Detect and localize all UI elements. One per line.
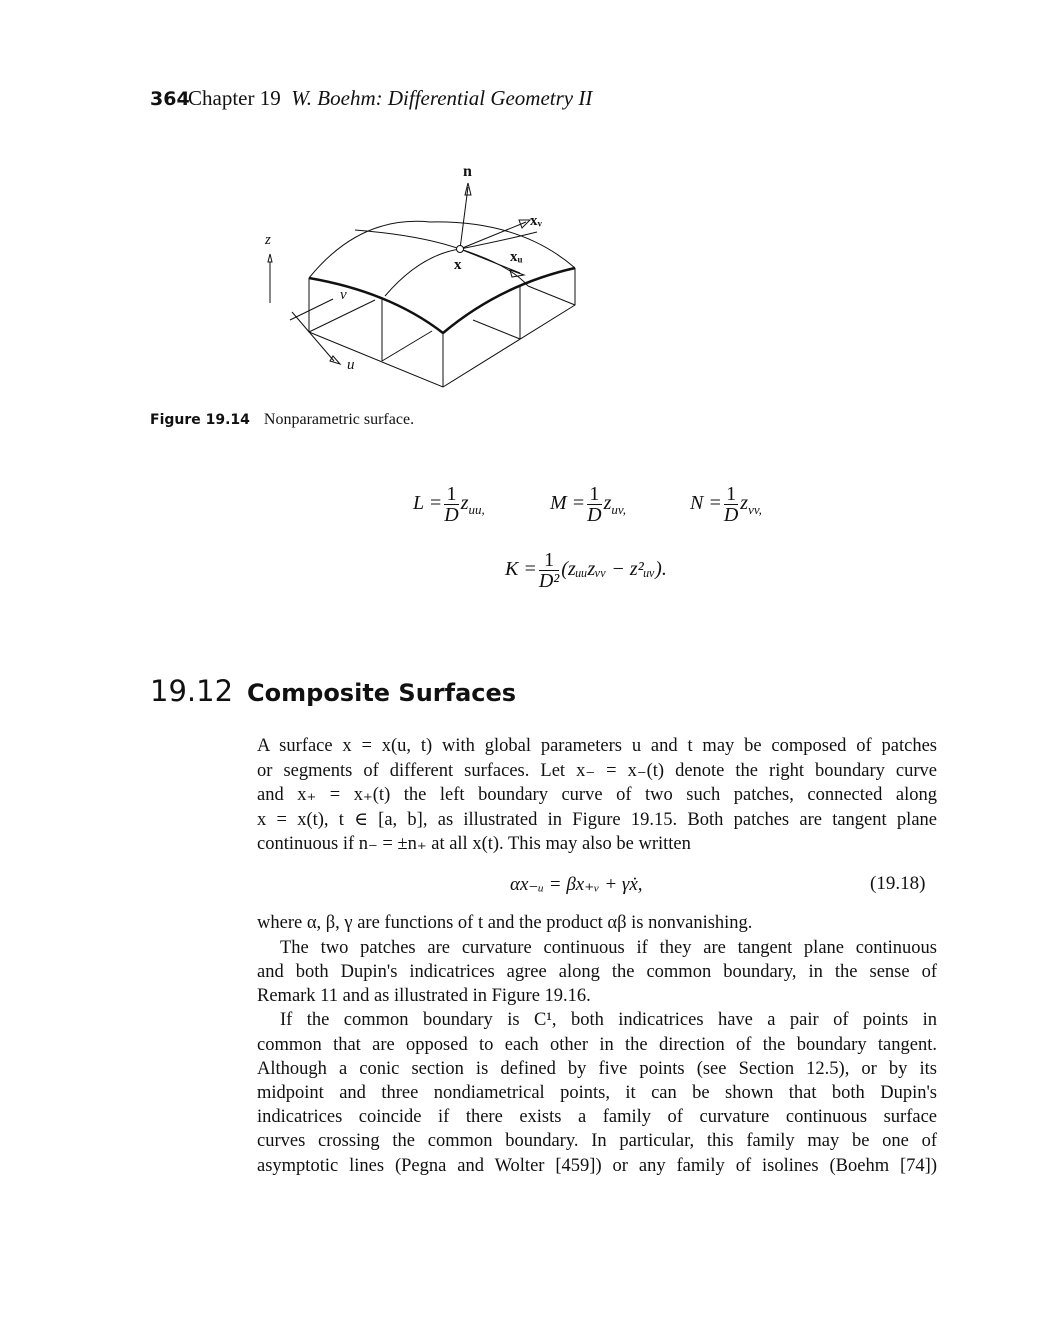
- section-heading: 19.12 Composite Surfaces: [150, 674, 517, 708]
- equation-K: K = $\frac{1}{\text{D²}}$ (zᵤᵤzᵥᵥ − z²ᵤᵥ).: [505, 549, 667, 592]
- label-n: n: [463, 163, 472, 180]
- caption-text: Nonparametric surface.: [263, 411, 415, 428]
- equation-M: M = $\frac{1}{D}$ $z_{uv,}$: [550, 483, 626, 526]
- label-z: z: [265, 232, 271, 248]
- body-line: The two patches are curvature continuous if they are tangent plane continuous: [280, 938, 937, 958]
- body-line: A surface x = x(u, t) with global parameters u and t may be composed of patches: [257, 736, 937, 756]
- body-line: indicatrices coincide if there exists a family of curvature continuous surface: [257, 1107, 937, 1127]
- body-line: x = x(t), t ∈ [a, b], as illustrated in Figure 19.15. Both patches are tangent plane: [257, 810, 937, 830]
- label-xv: xᵥ: [530, 213, 542, 229]
- nonparametric-surface-figure: [0, 0, 1051, 420]
- figure-caption: [150, 411, 414, 429]
- body-line: or segments of different surfaces. Let x₋ = x₋(t) denote the right boundary curve: [257, 761, 937, 781]
- equation-19-18: αx₋ᵤ = βx₊ᵥ + γẋ,: [510, 874, 643, 895]
- body-line: continuous if n₋ = ±n₊ at all x(t). This may also be written: [257, 834, 691, 854]
- body-line: and both Dupin's indicatrices agree along the common boundary, in the sense of: [257, 962, 937, 982]
- equation-number: (19.18): [870, 873, 926, 894]
- author-title: W. Boehm: Differential Geometry II: [291, 86, 593, 110]
- body-line: asymptotic lines (Pegna and Wolter [459]) or any family of isolines (Boehm [74]): [257, 1156, 937, 1176]
- body-line: common that are opposed to each other in the direction of the boundary tangent.: [257, 1035, 937, 1055]
- chapter-label: Chapter 19: [188, 86, 281, 110]
- body-line: curves crossing the common boundary. In particular, this family may be one of: [257, 1131, 937, 1151]
- label-x: x: [454, 257, 462, 273]
- body-line: midpoint and three nondiametrical points, it can be shown that both Dupin's: [257, 1083, 937, 1103]
- body-line: Although a conic section is defined by five points (see Section 12.5), or by its: [257, 1059, 937, 1079]
- label-u: u: [347, 357, 355, 373]
- page-number: 364: [150, 88, 190, 110]
- caption-label: Figure 19.14: [150, 412, 250, 428]
- body-line: Remark 11 and as illustrated in Figure 19.16.: [257, 986, 591, 1006]
- label-v: v: [340, 287, 347, 303]
- equation-L: L = $\frac{1}{D}$ $z_{uu,}$: [413, 483, 485, 526]
- body-line: where α, β, γ are functions of t and the product αβ is nonvanishing.: [257, 913, 753, 933]
- body-line: If the common boundary is C¹, both indicatrices have a pair of points in: [280, 1010, 937, 1030]
- label-xu: xᵤ: [510, 249, 523, 265]
- body-line: and x₊ = x₊(t) the left boundary curve of two such patches, connected along: [257, 785, 937, 805]
- equation-N: N = $\frac{1}{D}$ $z_{vv,}$: [690, 483, 762, 526]
